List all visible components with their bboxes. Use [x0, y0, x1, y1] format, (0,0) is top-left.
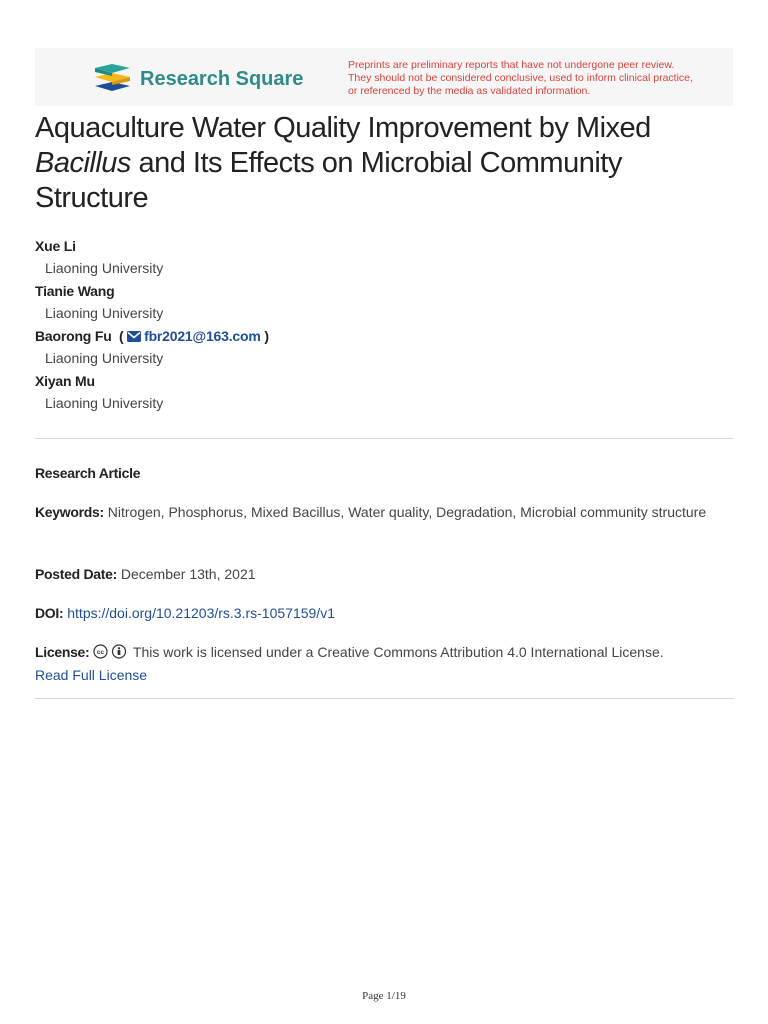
- article-type-label: Research Article: [35, 465, 141, 481]
- author-name: Xue Li: [35, 238, 76, 254]
- license: [35, 641, 725, 687]
- author-affiliation: Liaoning University: [45, 395, 164, 411]
- author-email: fbr2021@163.com: [144, 328, 261, 344]
- divider: [35, 438, 734, 439]
- title-italic-genus: Bacillus: [35, 147, 131, 179]
- author-entry: [35, 328, 735, 367]
- paren-open: (: [115, 328, 124, 344]
- title-line-2: and Its Effects on Microbial Community: [130, 147, 622, 179]
- keywords: [35, 501, 725, 524]
- author-entry: [35, 373, 735, 412]
- license-text: This work is licensed under a Creative Commons Attribution 4.0 International License.: [129, 644, 664, 660]
- doi-link[interactable]: https://doi.org/10.21203/rs.3.rs-1057159/v1: [67, 605, 335, 621]
- author-affiliation: Liaoning University: [45, 305, 164, 321]
- author-affiliation: Liaoning University: [45, 260, 164, 276]
- brand-name: Research Square: [140, 67, 304, 90]
- license-label: License:: [35, 644, 90, 660]
- creative-commons-icon: [93, 644, 129, 659]
- disclaimer-line: They should not be considered conclusive, used to inform clinical practice,: [348, 72, 693, 84]
- title-line-1: Aquaculture Water Quality Improvement by Mixed: [35, 112, 651, 144]
- paper-title: [35, 111, 735, 216]
- envelope-icon: [127, 331, 141, 342]
- author-entry: [35, 283, 735, 322]
- page-number: Page 1/19: [362, 990, 406, 1002]
- paren-close: ): [264, 328, 269, 344]
- doi: [35, 602, 725, 625]
- disclaimer-line: or referenced by the media as validated information.: [348, 85, 591, 97]
- author-entry: [35, 238, 735, 277]
- disclaimer-line: Preprints are preliminary reports that have not undergone peer review.: [348, 59, 675, 71]
- author-list: [35, 238, 735, 418]
- author-name: Xiyan Mu: [35, 373, 95, 389]
- article-type: [35, 462, 725, 485]
- svg-text:cc: cc: [97, 649, 105, 656]
- author-email-link[interactable]: [127, 328, 264, 344]
- read-full-license-link[interactable]: Read Full License: [35, 667, 148, 683]
- author-affiliation: Liaoning University: [45, 350, 164, 366]
- research-square-logo[interactable]: [94, 64, 303, 94]
- keywords-label: Keywords:: [35, 504, 104, 520]
- author-name: Tianie Wang: [35, 283, 115, 299]
- research-square-logo-icon: [94, 64, 131, 94]
- posted-date: [35, 563, 725, 586]
- posted-date-label: Posted Date:: [35, 566, 117, 582]
- posted-date-value: December 13th, 2021: [116, 566, 256, 582]
- keywords-value: Nitrogen, Phosphorus, Mixed Bacillus, Water quality, Degradation, Microbial community structure: [103, 504, 707, 520]
- divider: [35, 698, 734, 699]
- author-name: Baorong Fu: [35, 328, 112, 344]
- title-line-3: Structure: [35, 182, 149, 214]
- doi-label: DOI:: [35, 605, 64, 621]
- preprint-disclaimer: [348, 59, 728, 98]
- author-name-with-email: [35, 328, 735, 345]
